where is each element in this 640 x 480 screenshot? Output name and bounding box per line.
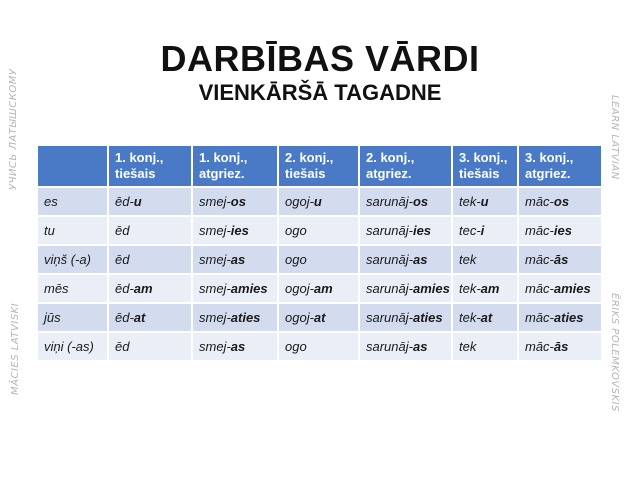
verb-stem: ogo (285, 223, 307, 238)
column-header (108, 146, 192, 187)
pronoun-cell: viņš (-a) (38, 245, 108, 274)
verb-form-cell (108, 216, 192, 245)
verb-form-cell (359, 245, 452, 274)
verb-form-cell (192, 245, 278, 274)
verb-ending: at (480, 310, 493, 325)
verb-ending: ās (553, 339, 569, 354)
verb-form-cell (108, 187, 192, 216)
column-header-line2: atgriez. (525, 166, 571, 181)
verb-ending: ies (553, 223, 572, 238)
verb-stem: māc- (525, 194, 554, 209)
column-header-line1: 3. konj., (459, 150, 508, 165)
verb-stem: ogoj- (285, 281, 314, 296)
verb-form-cell (108, 245, 192, 274)
verb-stem: ogoj- (285, 310, 314, 325)
pronoun-cell: es (38, 187, 108, 216)
column-header-line1: 3. konj., (525, 150, 574, 165)
column-header (192, 146, 278, 187)
verb-form-cell (359, 303, 452, 332)
side-text-right-top: LEARN LATVIAN (609, 95, 620, 180)
verb-stem: māc- (525, 310, 554, 325)
verb-ending: amies (553, 281, 591, 296)
table-body (38, 187, 602, 360)
verb-stem: sarunāj- (366, 310, 413, 325)
verb-form-cell (359, 274, 452, 303)
verb-form-cell (452, 216, 518, 245)
verb-stem: ogo (285, 252, 307, 267)
verb-form-cell (359, 332, 452, 360)
verb-stem: māc- (525, 252, 554, 267)
table-row (38, 187, 602, 216)
verb-stem: tek- (459, 281, 481, 296)
column-header-line2: atgriez. (199, 166, 245, 181)
table-row (38, 303, 602, 332)
verb-stem: ēd- (115, 310, 134, 325)
table-row (38, 216, 602, 245)
verb-ending: os (553, 194, 570, 209)
verb-form-cell (518, 303, 602, 332)
column-header-line2: tiešais (115, 166, 156, 181)
verb-ending: ies (412, 223, 432, 238)
column-header-line2: tiešais (285, 166, 326, 181)
verb-stem: ēd- (115, 194, 134, 209)
verb-stem: sarunāj- (366, 339, 413, 354)
verb-stem: ēd (115, 252, 130, 267)
column-header (359, 146, 452, 187)
table-header-row (38, 146, 602, 187)
verb-ending: aties (553, 310, 584, 325)
column-header (38, 146, 108, 187)
verb-stem: sarunāj- (366, 194, 413, 209)
verb-ending: aties (230, 310, 261, 325)
verb-ending: am (313, 281, 333, 296)
verb-stem: smej- (199, 339, 231, 354)
verb-form-cell (518, 245, 602, 274)
side-text-left-top: УЧИСЬ ЛАТЫШСКОМУ (8, 68, 19, 190)
verb-form-cell (518, 274, 602, 303)
column-header (452, 146, 518, 187)
column-header-line2: atgriez. (366, 166, 412, 181)
verb-form-cell (278, 332, 359, 360)
page-title: DARBĪBAS VĀRDI (160, 38, 480, 79)
verb-ending: as (412, 339, 428, 354)
verb-form-cell (108, 303, 192, 332)
column-header-line1: 2. konj., (285, 150, 334, 165)
verb-ending: os (412, 194, 429, 209)
verb-form-cell (192, 187, 278, 216)
verb-ending: amies (230, 281, 268, 296)
verb-form-cell (278, 245, 359, 274)
verb-form-cell (108, 274, 192, 303)
verb-form-cell (452, 332, 518, 360)
verb-form-cell (278, 187, 359, 216)
verb-form-cell (452, 245, 518, 274)
column-header-line1: 2. konj., (366, 150, 415, 165)
verb-stem: ēd (115, 223, 130, 238)
verb-ending: u (133, 194, 142, 209)
pronoun-cell: viņi (-as) (38, 332, 108, 360)
verb-stem: sarunāj- (366, 252, 413, 267)
verb-stem: sarunāj- (366, 281, 413, 296)
column-header (518, 146, 602, 187)
verb-ending: u (480, 194, 489, 209)
verb-stem: tek- (459, 310, 481, 325)
verb-form-cell (359, 216, 452, 245)
verb-form-cell (518, 216, 602, 245)
verb-stem: smej- (199, 194, 231, 209)
verb-form-cell (192, 274, 278, 303)
verb-stem: ēd (115, 339, 130, 354)
verb-stem: smej- (199, 223, 231, 238)
verb-stem: sarunāj- (366, 223, 413, 238)
side-text-left-bottom: MĀCIES LATVISKI (10, 302, 21, 395)
verb-stem: tek (459, 252, 477, 267)
column-header (278, 146, 359, 187)
verb-form-cell (278, 303, 359, 332)
verb-ending: as (230, 339, 246, 354)
pronoun-cell: jūs (38, 303, 108, 332)
verb-stem: ēd- (115, 281, 134, 296)
verb-ending: as (230, 252, 246, 267)
verb-ending: os (230, 194, 246, 209)
verb-form-cell (518, 187, 602, 216)
side-text-right-bottom: ĒRIKS POLEMKOVSKIS (609, 293, 620, 412)
verb-stem: tek- (459, 194, 481, 209)
conjugation-table (38, 146, 603, 360)
verb-form-cell (518, 332, 602, 360)
verb-ending: as (412, 252, 428, 267)
verb-form-cell (192, 303, 278, 332)
verb-ending: am (133, 281, 153, 296)
verb-form-cell (192, 216, 278, 245)
verb-form-cell (192, 332, 278, 360)
verb-stem: tec- (459, 223, 481, 238)
verb-stem: māc- (525, 339, 554, 354)
column-header-line1: 1. konj., (115, 150, 164, 165)
verb-stem: ogoj- (285, 194, 314, 209)
verb-form-cell (278, 216, 359, 245)
verb-ending: am (480, 281, 500, 296)
table-row (38, 274, 602, 303)
verb-ending: at (313, 310, 326, 325)
verb-form-cell (452, 303, 518, 332)
verb-stem: māc- (525, 223, 554, 238)
verb-ending: ās (553, 252, 569, 267)
verb-stem: smej- (199, 310, 231, 325)
verb-stem: smej- (199, 252, 231, 267)
verb-ending: at (133, 310, 146, 325)
verb-ending: aties (412, 310, 443, 325)
page-subtitle: VIENKĀRŠĀ TAGADNE (198, 80, 442, 105)
verb-stem: smej- (199, 281, 231, 296)
verb-form-cell (359, 187, 452, 216)
verb-ending: i (480, 223, 485, 238)
verb-stem: māc- (525, 281, 554, 296)
verb-ending: amies (412, 281, 450, 296)
verb-form-cell (452, 274, 518, 303)
verb-stem: tek (459, 339, 477, 354)
verb-ending: ies (230, 223, 249, 238)
table-row (38, 245, 602, 274)
column-header-line1: 1. konj., (199, 150, 248, 165)
verb-stem: ogo (285, 339, 307, 354)
column-header-line2: tiešais (459, 166, 500, 181)
verb-form-cell (108, 332, 192, 360)
verb-ending: u (313, 194, 322, 209)
verb-form-cell (452, 187, 518, 216)
pronoun-cell: tu (38, 216, 108, 245)
table-row (38, 332, 602, 360)
pronoun-cell: mēs (38, 274, 108, 303)
verb-form-cell (278, 274, 359, 303)
